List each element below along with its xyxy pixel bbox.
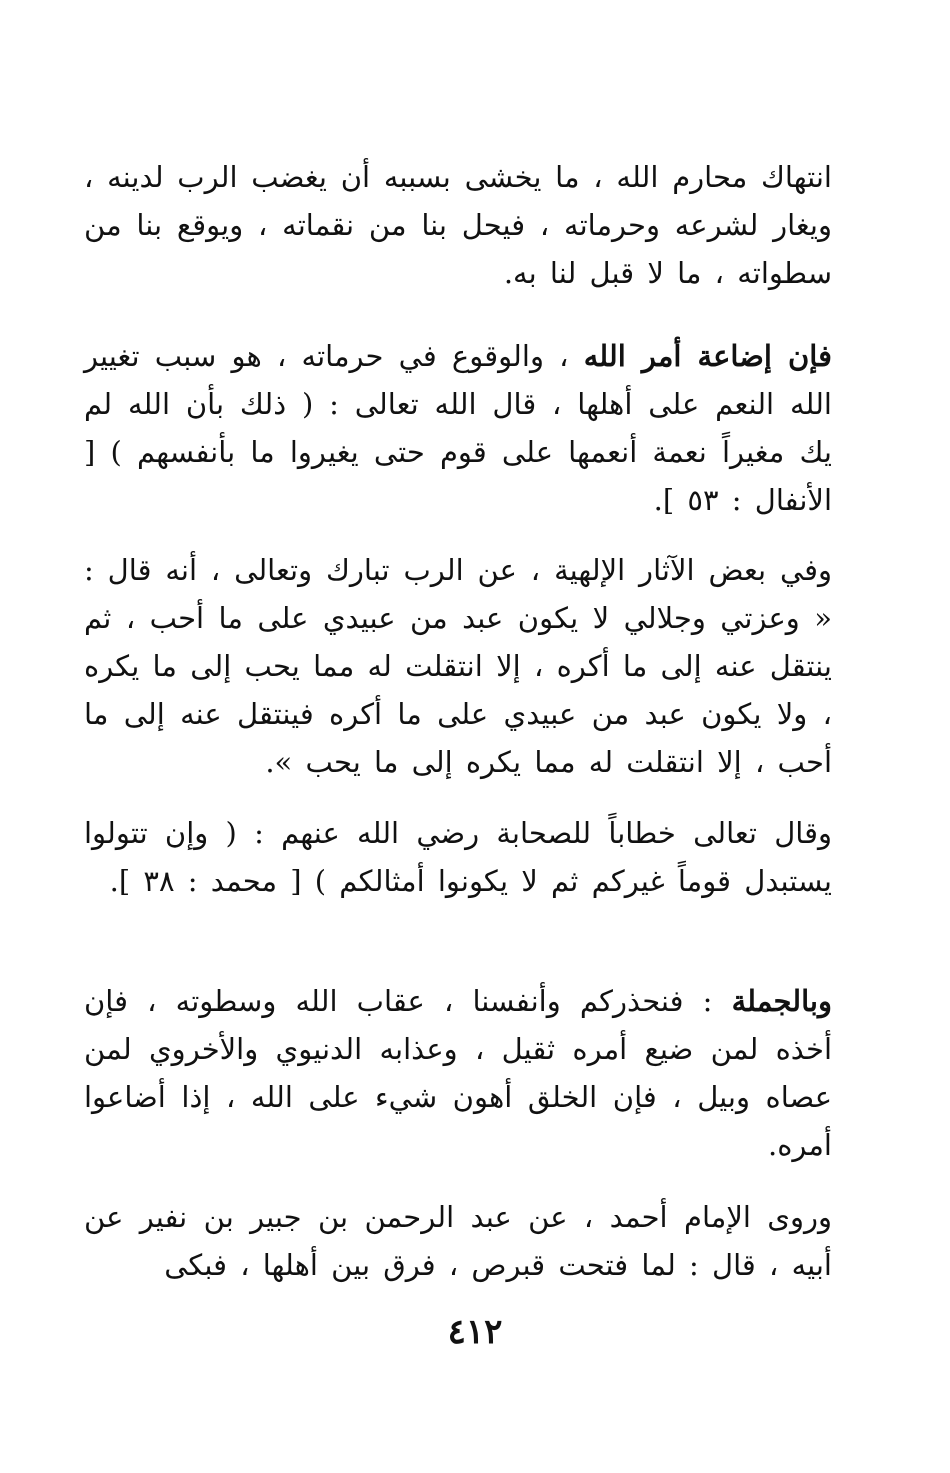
page-number: ٤١٢ — [447, 1312, 503, 1352]
paragraph-4 — [84, 809, 832, 905]
paragraph-6-text: وروى الإمام أحمد ، عن عبد الرحمن بن جبير بن نفير عن أبيه ، قال : لما فتحت قبرص ، فرق بين أهلها ، فبكى — [84, 1200, 832, 1282]
paragraph-6 — [84, 1193, 832, 1289]
paragraph-2-lead: فإن إضاعة أمر الله — [583, 339, 832, 373]
paragraph-4-text: وقال تعالى خطاباً للصحابة رضي الله عنهم : ( وإن تتولوا يستبدل قوماً غيركم ثم لا يكونوا أمثالكم ) [ محمد : ٣٨ ]. — [84, 816, 832, 898]
paragraph-1-text: انتهاك محارم الله ، ما يخشى بسببه أن يغضب الرب لدينه ، ويغار لشرعه وحرماته ، فيحل بنا من نقماته ، ويوقع بنا من سطواته ، ما لا قبل لنا به. — [84, 160, 832, 290]
paragraph-5-text: : فنحذركم وأنفسنا ، عقاب الله وسطوته ، فإن أخذه لمن ضيع أمره ثقيل ، وعذابه الدنيوي والأخروي لمن عصاه وبيل ، فإن الخلق أهون شيء على الله ، إذا أضاعوا أمره. — [84, 984, 832, 1162]
paragraph-1 — [84, 153, 832, 297]
paragraph-2 — [84, 332, 832, 524]
paragraph-2-text: ، والوقوع في حرماته ، هو سبب تغيير الله النعم على أهلها ، قال الله تعالى : ( ذلك بأن الله لم يك مغيراً نعمة أنعمها على قوم حتى يغيروا ما بأنفسهم ) [ الأنفال : ٥٣ ]. — [84, 339, 832, 517]
paragraph-5 — [84, 977, 832, 1169]
paragraph-5-lead: وبالجملة — [731, 984, 832, 1018]
paragraph-3-text: وفي بعض الآثار الإلهية ، عن الرب تبارك وتعالى ، أنه قال : « وعزتي وجلالي لا يكون عبد من عبيدي على ما أحب ، ثم ينتقل عنه إلى ما أكره ، إلا انتقلت له مما يحب إلى ما يكره ، ولا يكون عبد من عبيدي على ما أكره فينتقل عنه إلى ما أحب ، إلا انتقلت له مما يكره إلى ما يحب ». — [84, 553, 832, 779]
paragraph-3 — [84, 546, 832, 786]
